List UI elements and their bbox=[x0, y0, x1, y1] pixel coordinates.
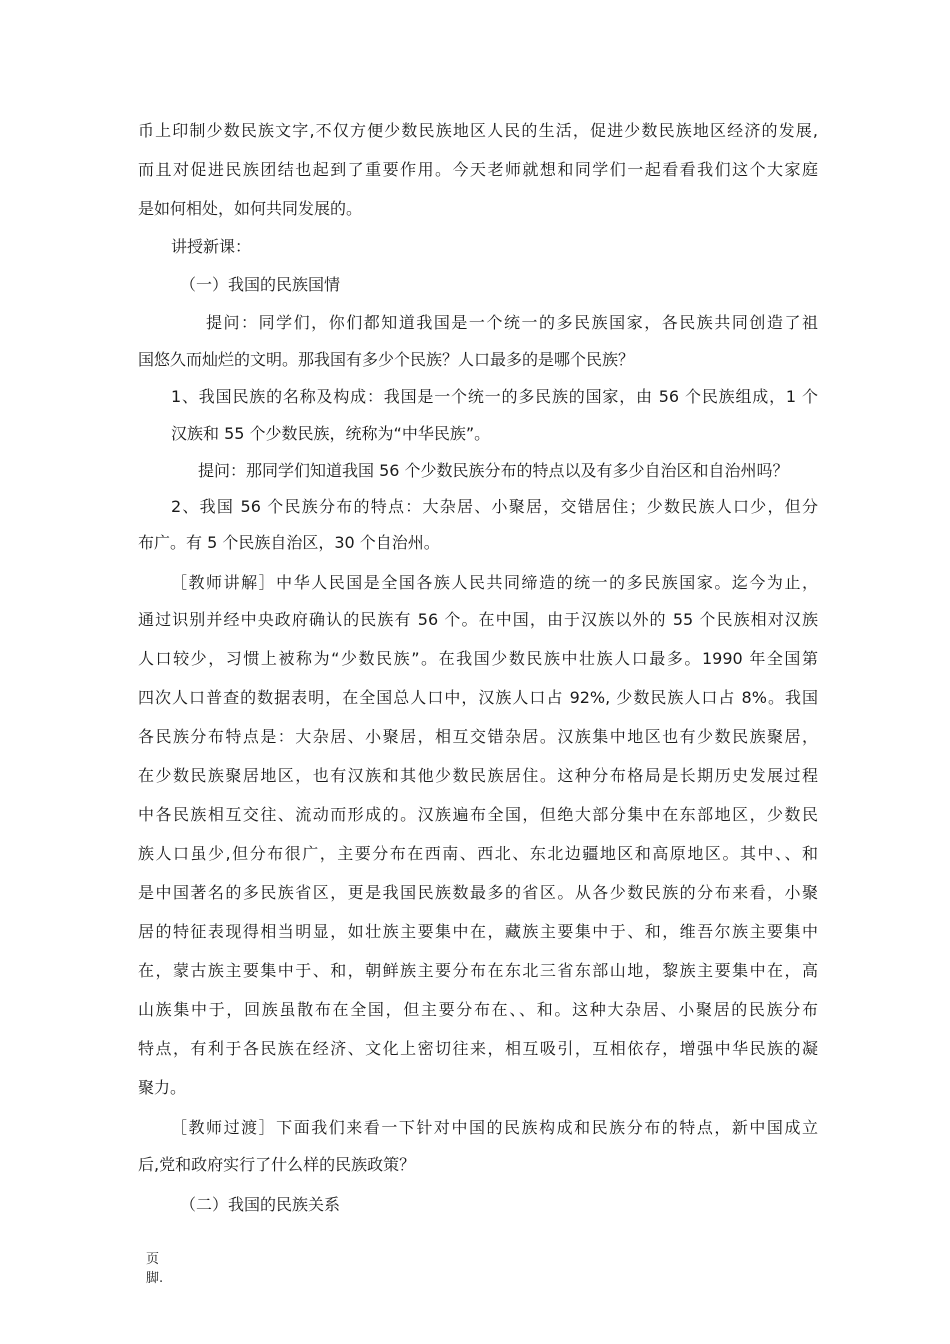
text-line: 后,党和政府实行了什么样的民族政策？ bbox=[138, 1155, 416, 1174]
text-line: 四次人口普查的数据表明，在全国总人口中，汉族人口占 92%, 少数民族人口占 8%。我国 bbox=[138, 688, 818, 707]
text-line: ［教师讲解］中华人民国是全国各族人民共同缔造的统一的多民族国家。迄今为止， bbox=[171, 573, 818, 592]
text-line: 在，蒙古族主要集中于、和，朝鲜族主要分布在东北三省东部山地，黎族主要集中在，高 bbox=[138, 961, 818, 980]
text-line: 布广。有 5 个民族自治区，30 个自治州。 bbox=[138, 533, 440, 552]
text-line: 人口较少，习惯上被称为“少数民族”。在我国少数民族中壮族人口最多。1990 年全国第 bbox=[138, 649, 818, 668]
text-line: 汉族和 55 个少数民族，统称为“中华民族”。 bbox=[171, 424, 491, 443]
section-heading: （二）我国的民族关系 bbox=[180, 1195, 341, 1214]
text-line: 居的特征表现得相当明显，如壮族主要集中在，藏族主要集中于、和，维吾尔族主要集中 bbox=[138, 922, 818, 941]
text-line: 1、我国民族的名称及构成：我国是一个统一的多民族的国家，由 56 个民族组成，1 个 bbox=[171, 387, 818, 406]
text-line: 族人口虽少,但分布很广，主要分布在西南、西北、东北边疆地区和高原地区。其中、、和 bbox=[138, 844, 818, 863]
text-line: 2、我国 56 个民族分布的特点：大杂居、小聚居，交错居住；少数民族人口少，但分 bbox=[171, 497, 818, 516]
text-line: 各民族分布特点是：大杂居、小聚居，相互交错杂居。汉族集中地区也有少数民族聚居， bbox=[138, 727, 818, 746]
text-line: ［教师过渡］下面我们来看一下针对中国的民族构成和民族分布的特点，新中国成立 bbox=[171, 1118, 818, 1137]
text-line: 特点，有利于各民族在经济、文化上密切往来，相互吸引，互相依存，增强中华民族的凝 bbox=[138, 1039, 818, 1058]
section-label: 讲授新课： bbox=[171, 237, 252, 256]
text-line: 是中国著名的多民族省区，更是我国民族数最多的省区。从各少数民族的分布来看，小聚 bbox=[138, 883, 818, 902]
text-line: 山族集中于，回族虽散布在全国，但主要分布在、、和。这种大杂居、小聚居的民族分布 bbox=[138, 1000, 818, 1019]
text-line: 国悠久而灿烂的文明。那我国有多少个民族？人口最多的是哪个民族？ bbox=[138, 350, 635, 369]
text-line: 提问：同学们，你们都知道我国是一个统一的多民族国家，各民族共同创造了祖 bbox=[206, 313, 818, 332]
text-line: 中各民族相互交往、流动而形成的。汉族遍布全国，但绝大部分集中在东部地区，少数民 bbox=[138, 805, 818, 824]
section-heading: （一）我国的民族国情 bbox=[180, 275, 341, 294]
text-line: 而且对促进民族团结也起到了重要作用。今天老师就想和同学们一起看看我们这个大家庭 bbox=[138, 160, 818, 179]
text-line: 通过识别并经中央政府确认的民族有 56 个。在中国，由于汉族以外的 55 个民族相对汉族 bbox=[138, 610, 818, 629]
text-line: 聚力。 bbox=[138, 1078, 187, 1097]
text-line: 是如何相处，如何共同发展的。 bbox=[138, 199, 363, 218]
text-line: 在少数民族聚居地区，也有汉族和其他少数民族居住。这种分布格局是长期历史发展过程 bbox=[138, 766, 818, 785]
text-line: 币上印制少数民族文字,不仅方便少数民族地区人民的生活，促进少数民族地区经济的发展, bbox=[138, 121, 818, 140]
footer-label: 页 bbox=[146, 1252, 160, 1267]
footer-label: 脚. bbox=[146, 1271, 164, 1286]
text-line: 提问：那同学们知道我国 56 个少数民族分布的特点以及有多少自治区和自治州吗？ bbox=[198, 461, 789, 480]
